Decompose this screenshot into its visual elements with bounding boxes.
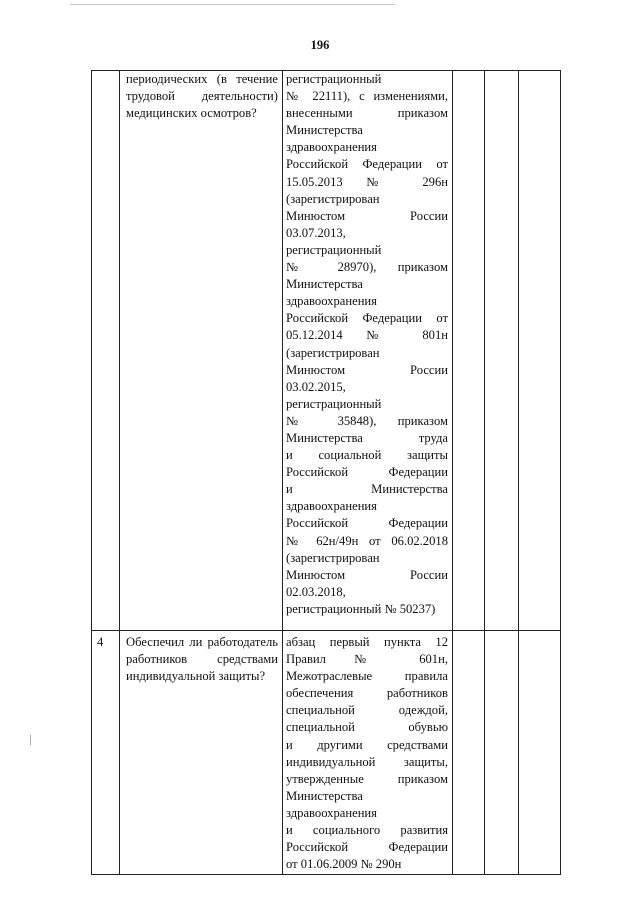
cell-text-line: регистрационный	[286, 396, 382, 411]
question-cell	[120, 71, 283, 631]
row-number-cell	[92, 71, 120, 631]
cell-text-line: Минюстом России	[286, 362, 448, 377]
cell-text-line: Министерства	[286, 123, 363, 138]
cell-text-line: регистрационный	[286, 72, 382, 86]
cell-text-line: внесенными приказом	[286, 106, 448, 121]
cell-text-line: работников средствами	[126, 652, 278, 667]
cell-text-line: (зарегистрирован	[286, 191, 380, 206]
checklist-table	[91, 70, 561, 875]
scan-artifact-mark	[30, 735, 31, 745]
cell-text-line: обеспечения работников	[286, 686, 448, 701]
table-row	[92, 631, 561, 875]
cell-text-line: Министерства	[286, 277, 363, 292]
cell-text-line: индивидуальной защиты,	[286, 754, 448, 769]
cell-text-line: Обеспечил ли работодатель	[126, 635, 278, 649]
answer-no-cell	[485, 71, 519, 631]
cell-text-line: медицинских осмотров?	[126, 106, 257, 121]
cell-text-line: индивидуальной защиты?	[126, 669, 266, 684]
cell-text-line: и социального развития	[286, 823, 448, 838]
cell-text-line: и другими средствами	[286, 737, 448, 752]
cell-text-line: (зарегистрирован	[286, 345, 380, 360]
cell-text-line: Министерства труда	[286, 430, 448, 445]
answer-yes-cell	[453, 71, 485, 631]
page-number: 196	[310, 38, 330, 52]
cell-text-line: специальной одеждой,	[286, 703, 448, 718]
table-row	[92, 71, 561, 631]
cell-text-line: регистрационный № 50237)	[286, 601, 436, 616]
cell-text-line: 03.02.2015,	[286, 379, 346, 394]
cell-text-line: Российской Федерации от	[286, 157, 448, 172]
cell-text-line: специальной обувью	[286, 720, 448, 735]
cell-text-line: Министерства	[286, 788, 363, 803]
cell-text-line: Межотраслевые правила	[286, 669, 448, 684]
cell-text-line: 03.07.2013,	[286, 225, 346, 240]
cell-text-line: и социальной защиты	[286, 448, 448, 463]
cell-text-line: здравоохранения	[286, 805, 377, 820]
scan-artifact-line	[70, 4, 395, 5]
cell-text-line: № 35848), приказом	[286, 413, 448, 428]
cell-text-line: здравоохранения	[286, 499, 377, 514]
question-cell	[120, 631, 283, 875]
answer-yes-cell	[453, 631, 485, 875]
answer-na-cell	[519, 71, 561, 631]
requirement-cell	[283, 631, 453, 875]
answer-na-cell	[519, 631, 561, 875]
cell-text-line: Российской Федерации	[286, 516, 448, 531]
cell-text-line: Российской Федерации от	[286, 311, 448, 326]
answer-no-cell	[485, 631, 519, 875]
cell-text-line: 05.12.2014 № 801н	[286, 328, 448, 343]
cell-text-line: Российской Федерации	[286, 840, 448, 855]
row-number-cell: 4	[92, 631, 120, 875]
cell-text-line: здравоохранения	[286, 294, 377, 309]
cell-text-line: Минюстом России	[286, 567, 448, 582]
cell-text-line: № 22111), с изменениями,	[286, 89, 448, 104]
requirement-cell	[283, 71, 453, 631]
cell-text-line: периодических (в течение	[126, 72, 278, 86]
cell-text-line: утвержденные приказом	[286, 771, 448, 786]
cell-text-line: Правил № 601н,	[286, 652, 448, 667]
cell-text-line: Российской Федерации	[286, 465, 448, 480]
cell-text-line: 15.05.2013 № 296н	[286, 174, 448, 189]
cell-text-line: и Министерства	[286, 482, 448, 497]
cell-text-line: Минюстом России	[286, 208, 448, 223]
cell-text-line: абзац первый пункта 12	[286, 635, 448, 649]
cell-text-line: от 01.06.2009 № 290н	[286, 857, 402, 872]
cell-text-line: трудовой деятельности)	[126, 89, 278, 104]
cell-text-line: № 62н/49н от 06.02.2018	[286, 533, 448, 548]
cell-text-line: № 28970), приказом	[286, 260, 448, 275]
cell-text-line: здравоохранения	[286, 140, 377, 155]
cell-text-line: (зарегистрирован	[286, 550, 380, 565]
cell-text-line: регистрационный	[286, 242, 382, 257]
cell-text-line: 02.03.2018,	[286, 584, 346, 599]
